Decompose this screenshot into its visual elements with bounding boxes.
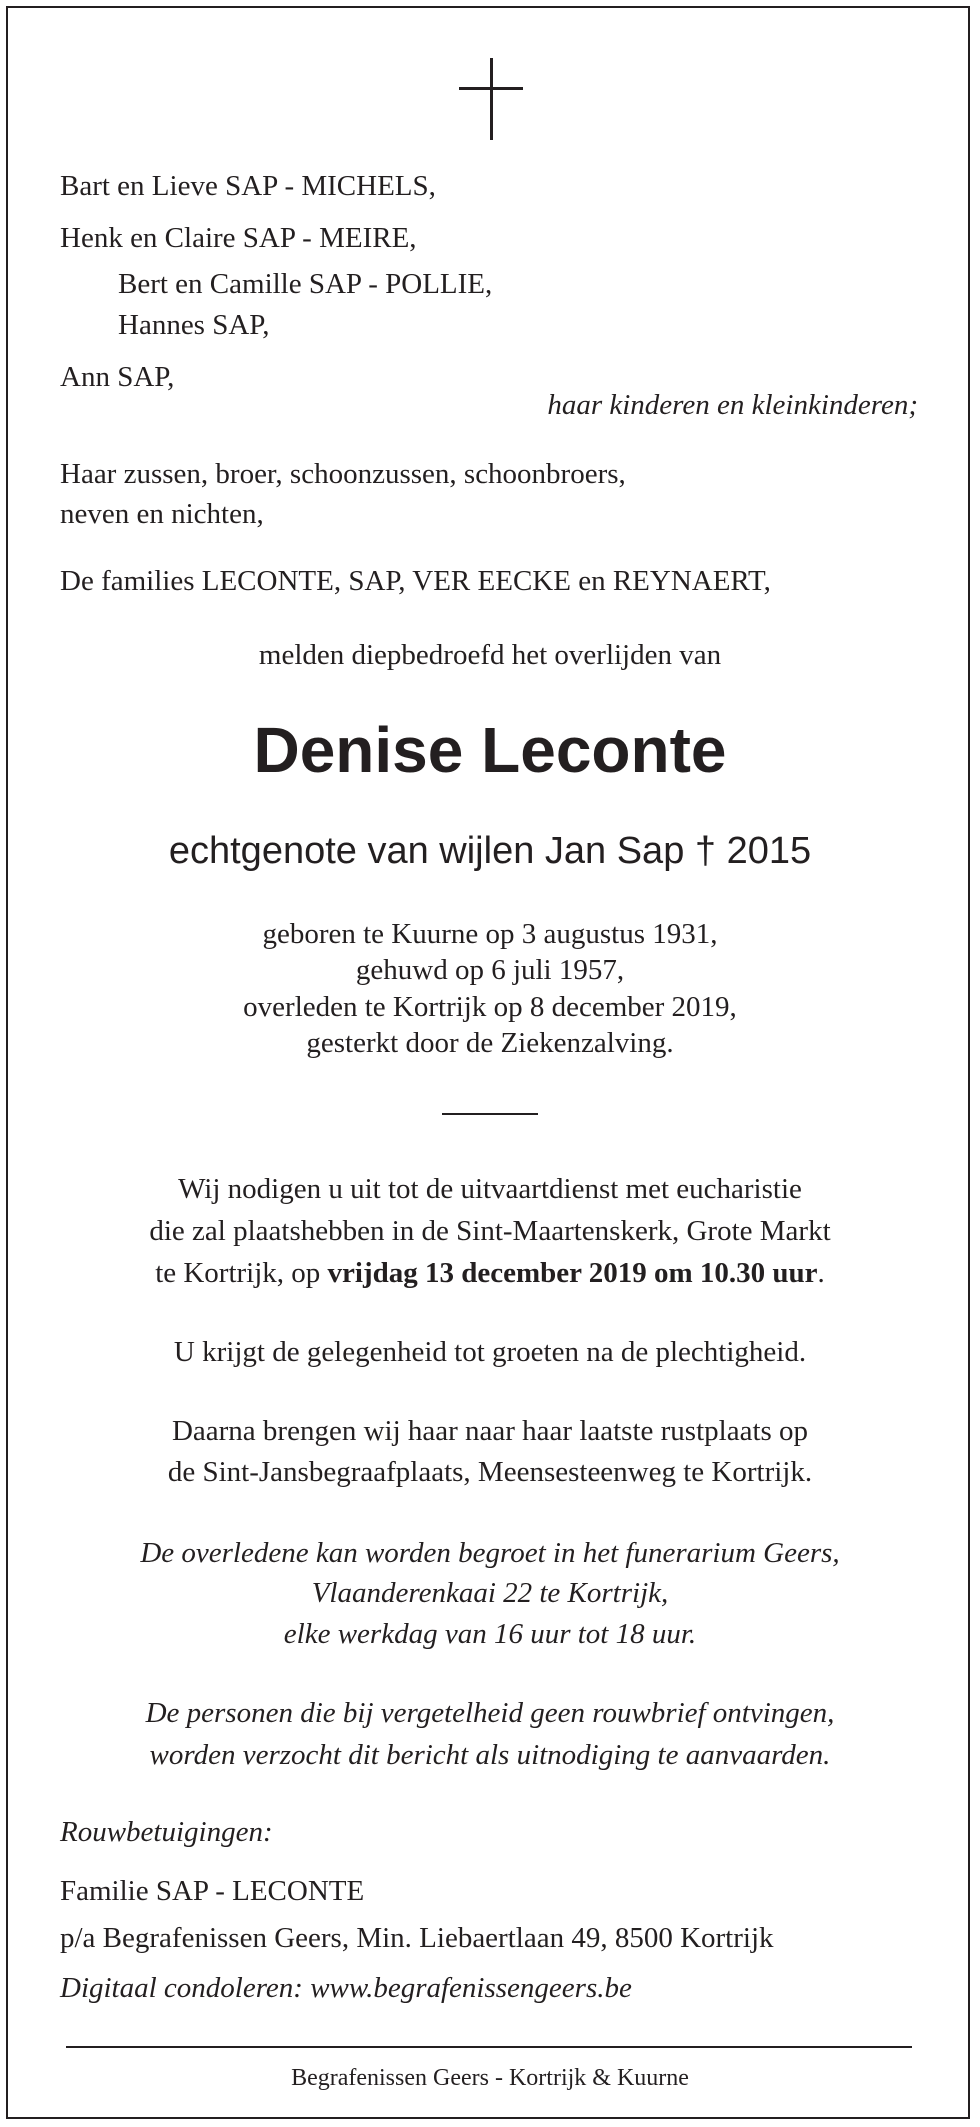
viewing-line-1: De overledene kan worden begroet in het funerarium Geers, [140,1537,840,1569]
families-line: De families LECONTE, SAP, VER EECKE en REYNAERT, [60,565,771,597]
children-label: haar kinderen en kleinkinderen; [547,389,918,421]
siblings-line-2: neven en nichten, [60,498,264,530]
divider-short [442,1113,538,1115]
life-line-3: overleden te Kortrijk op 8 december 2019, [243,991,737,1023]
invitation-prefix: te Kortrijk, op [155,1257,328,1289]
life-line-2: gehuwd op 6 juli 1957, [355,954,625,986]
life-line-4: gesterkt door de Ziekenzalving. [306,1027,674,1059]
notice-line-1: De personen die bij vergetelheid geen rouwbrief ontvingen, [145,1697,835,1729]
announcement: melden diepbedroefd het overlijden van [258,639,722,671]
invitation-line-2: die zal plaatshebben in de Sint-Maartenskerk, Grote Markt [149,1215,831,1247]
condolences-family: Familie SAP - LECONTE [60,1875,365,1907]
family-line-2: Henk en Claire SAP - MEIRE, [60,222,417,254]
viewing-line-2: Vlaanderenkaai 22 te Kortrijk, [311,1577,669,1609]
condolences-address: p/a Begrafenissen Geers, Min. Liebaertlaan 49, 8500 Kortrijk [60,1922,774,1954]
family-line-3: Bert en Camille SAP - POLLIE, [118,268,493,300]
invitation-suffix: . [817,1257,825,1289]
life-line-1: geboren te Kuurne op 3 augustus 1931, [262,918,718,950]
burial-line-1: Daarna brengen wij haar naar haar laatste rustplaats op [171,1415,809,1447]
invitation-datetime: vrijdag 13 december 2019 om 10.30 uur [327,1257,818,1289]
divider-long [66,2046,912,2048]
cross-icon [459,58,523,140]
greeting-line: U krijgt de gelegenheid tot groeten na de plechtigheid. [173,1336,807,1368]
spouse-line: echtgenote van wijlen Jan Sap † 2015 [168,830,812,872]
deceased-name: Denise Leconte [253,714,727,786]
viewing-line-3: elke werkdag van 16 uur tot 18 uur. [283,1618,697,1650]
condolences-digital: Digitaal condoleren: www.begrafenissengeers.be [60,1972,632,2004]
burial-line-2: de Sint-Jansbegraafplaats, Meensesteenweg te Kortrijk. [167,1456,813,1488]
family-line-4: Hannes SAP, [118,309,270,341]
siblings-line-1: Haar zussen, broer, schoonzussen, schoonbroers, [60,458,626,490]
invitation-line-1: Wij nodigen u uit tot de uitvaartdienst met eucharistie [178,1173,802,1205]
invitation-line-3 [0,1255,980,1291]
footer-text: Begrafenissen Geers - Kortrijk & Kuurne [291,2065,689,2091]
condolences-label: Rouwbetuigingen: [60,1816,273,1848]
family-line-5: Ann SAP, [60,361,175,393]
family-line-1: Bart en Lieve SAP - MICHELS, [60,170,436,202]
notice-line-2: worden verzocht dit bericht als uitnodiging te aanvaarden. [149,1739,831,1771]
